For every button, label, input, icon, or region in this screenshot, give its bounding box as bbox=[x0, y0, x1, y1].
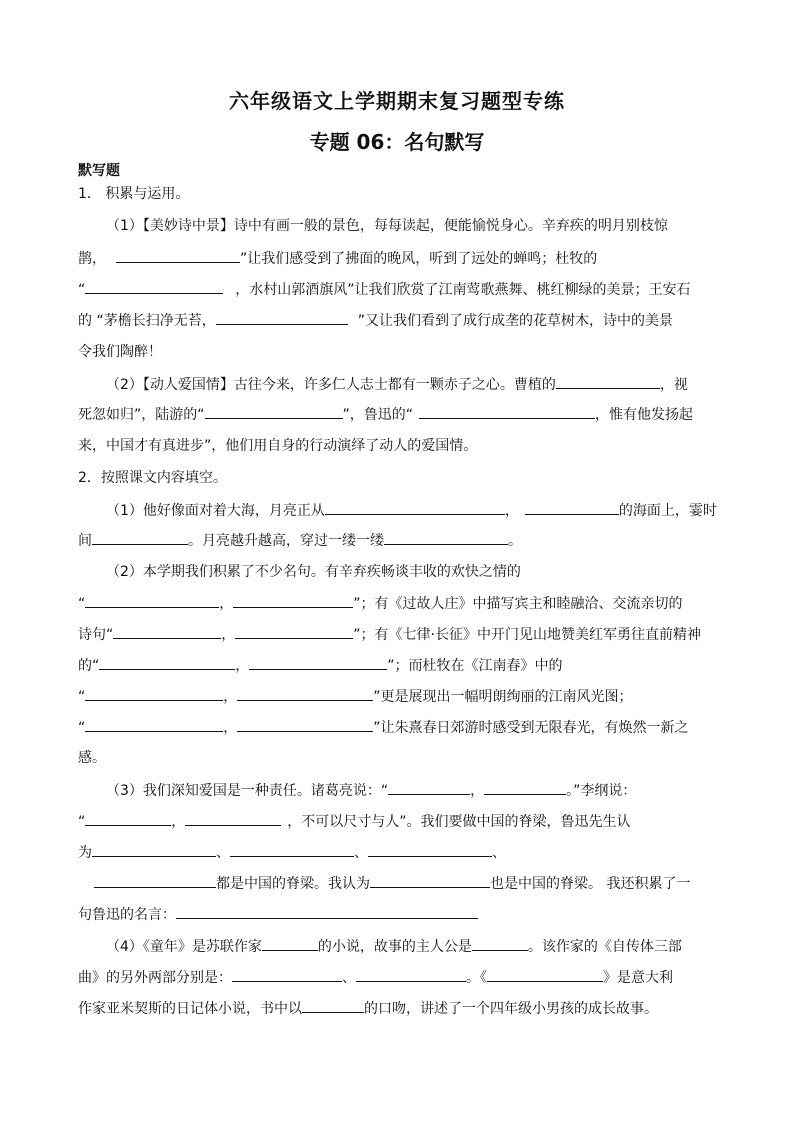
answer-blank[interactable] bbox=[99, 655, 235, 670]
question-1-1-line-5: 令我们陶醉！ bbox=[78, 344, 162, 360]
question-2-2-line-6: “ ， ”让朱熹春日郊游时感受到无限春光，有焕然一新之 bbox=[78, 717, 718, 738]
answer-blank[interactable] bbox=[525, 500, 619, 515]
answer-blank[interactable] bbox=[85, 717, 223, 732]
answer-blank[interactable] bbox=[85, 593, 219, 608]
answer-blank[interactable] bbox=[233, 593, 353, 608]
answer-blank[interactable] bbox=[472, 936, 528, 951]
answer-blank[interactable] bbox=[185, 811, 281, 826]
answer-blank[interactable] bbox=[205, 404, 343, 419]
answer-blank[interactable] bbox=[216, 310, 348, 325]
question-2-4-line-1: （4）《童年》是苏联作家 的小说，故事的主人公是 。该作家的《自传体三部 bbox=[106, 936, 746, 957]
answer-blank[interactable] bbox=[368, 842, 492, 857]
document-title: 六年级语文上学期期末复习题型专练 bbox=[229, 89, 565, 113]
answer-blank[interactable] bbox=[356, 967, 466, 982]
answer-blank[interactable] bbox=[556, 374, 660, 389]
answer-blank[interactable] bbox=[230, 842, 354, 857]
question-2-3-line-1: （3）我们深知爱国是一种责任。诸葛亮说：“ ， 。”李纲说： bbox=[106, 780, 746, 801]
question-2-2-line-5: “ ， ”更是展现出一幅明朗绚丽的江南风光图； bbox=[78, 686, 718, 707]
question-1-1-line-4: 的 “茅檐长扫净无苔， ”又让我们看到了成行成垄的花草树木，诗中的美景 bbox=[78, 310, 718, 331]
answer-blank[interactable] bbox=[176, 904, 478, 919]
question-2-1-line-1: （1）他好像面对着大海，月亮正从 ， 的海面上，霎时 bbox=[106, 500, 746, 521]
question-1-heading: 1． 积累与运用。 bbox=[78, 186, 190, 202]
answer-blank[interactable] bbox=[85, 811, 171, 826]
question-2-3-line-5: 句鲁迅的名言： bbox=[78, 904, 718, 925]
question-1-1-line-1: （1）【美妙诗中景】诗中有画一般的景色，每每读起，便能愉悦身心。辛弃疾的明月别枝惊 bbox=[106, 218, 668, 234]
document-subtitle: 专题 06：名句默写 bbox=[309, 130, 485, 154]
question-2-2-line-1: （2）本学期我们积累了不少名句。有辛弃疾畅谈丰收的欢快之情的 bbox=[106, 564, 521, 580]
question-1-2-line-1: （2）【动人爱国情】古往今来，许多仁人志士都有一颗赤子之心。曹植的 ，视 bbox=[106, 374, 746, 395]
answer-blank[interactable] bbox=[85, 686, 223, 701]
answer-blank[interactable] bbox=[92, 530, 188, 545]
answer-blank[interactable] bbox=[388, 780, 470, 795]
answer-blank[interactable] bbox=[484, 780, 566, 795]
question-2-2-line-7: 感。 bbox=[78, 750, 106, 766]
question-2-heading: 2．按照课文内容填空。 bbox=[78, 470, 227, 486]
answer-blank[interactable] bbox=[235, 624, 353, 639]
section-heading: 默写题 bbox=[78, 163, 120, 179]
answer-blank[interactable] bbox=[113, 624, 221, 639]
question-1-1-line-2: 鹊， ”让我们感受到了拂面的晚风，听到了远处的蝉鸣；杜牧的 bbox=[78, 248, 718, 269]
question-2-2-line-4: 的“ ， ”；而杜牧在《江南春》中的 bbox=[78, 655, 718, 676]
answer-blank[interactable] bbox=[419, 404, 595, 419]
question-2-2-line-3: 诗句“ ， ”；有《七律·长征》中开门见山地赞美红军勇往直前精神 bbox=[78, 624, 718, 645]
question-2-3-line-2: “ ， ，不可以尺寸与人”。我们要做中国的脊梁，鲁迅先生认 bbox=[78, 811, 718, 832]
answer-blank[interactable] bbox=[325, 500, 505, 515]
question-2-4-line-3: 作家亚米契斯的日记体小说，书中以 的口吻，讲述了一个四年级小男孩的成长故事。 bbox=[78, 998, 718, 1019]
answer-blank[interactable] bbox=[384, 530, 508, 545]
answer-blank[interactable] bbox=[232, 967, 342, 982]
question-1-2-line-2: 死忽如归”，陆游的“ ”，鲁迅的“ ，惟有他发扬起 bbox=[78, 404, 718, 425]
answer-blank[interactable] bbox=[94, 873, 216, 888]
answer-blank[interactable] bbox=[487, 967, 603, 982]
question-2-3-line-4: 都是中国的脊梁。我认为 也是中国的脊梁。 我还积累了一 bbox=[78, 873, 718, 894]
question-2-4-line-2: 曲》的另外两部分别是： 、 。《 》是意大利 bbox=[78, 967, 718, 988]
question-2-3-line-3: 为 、 、 、 bbox=[78, 842, 718, 863]
answer-blank[interactable] bbox=[262, 936, 318, 951]
answer-blank[interactable] bbox=[85, 279, 223, 294]
question-1-2-line-3: 来，中国才有真进步”，他们用自身的行动演绎了动人的爱国情。 bbox=[78, 438, 478, 454]
question-2-2-line-2: “ ， ”；有《过故人庄》中描写宾主和睦融洽、交流亲切的 bbox=[78, 593, 718, 614]
answer-blank[interactable] bbox=[237, 717, 373, 732]
answer-blank[interactable] bbox=[370, 873, 490, 888]
question-1-1-line-3: “ ，水村山郭酒旗风”让我们欣赏了江南莺歌燕舞、桃红柳绿的美景；王安石 bbox=[78, 279, 718, 300]
question-2-1-line-2: 间 。月亮越升越高，穿过一缕一缕 。 bbox=[78, 530, 718, 551]
answer-blank[interactable] bbox=[116, 248, 240, 263]
answer-blank[interactable] bbox=[237, 686, 373, 701]
answer-blank[interactable] bbox=[302, 998, 364, 1013]
answer-blank[interactable] bbox=[92, 842, 216, 857]
answer-blank[interactable] bbox=[249, 655, 387, 670]
